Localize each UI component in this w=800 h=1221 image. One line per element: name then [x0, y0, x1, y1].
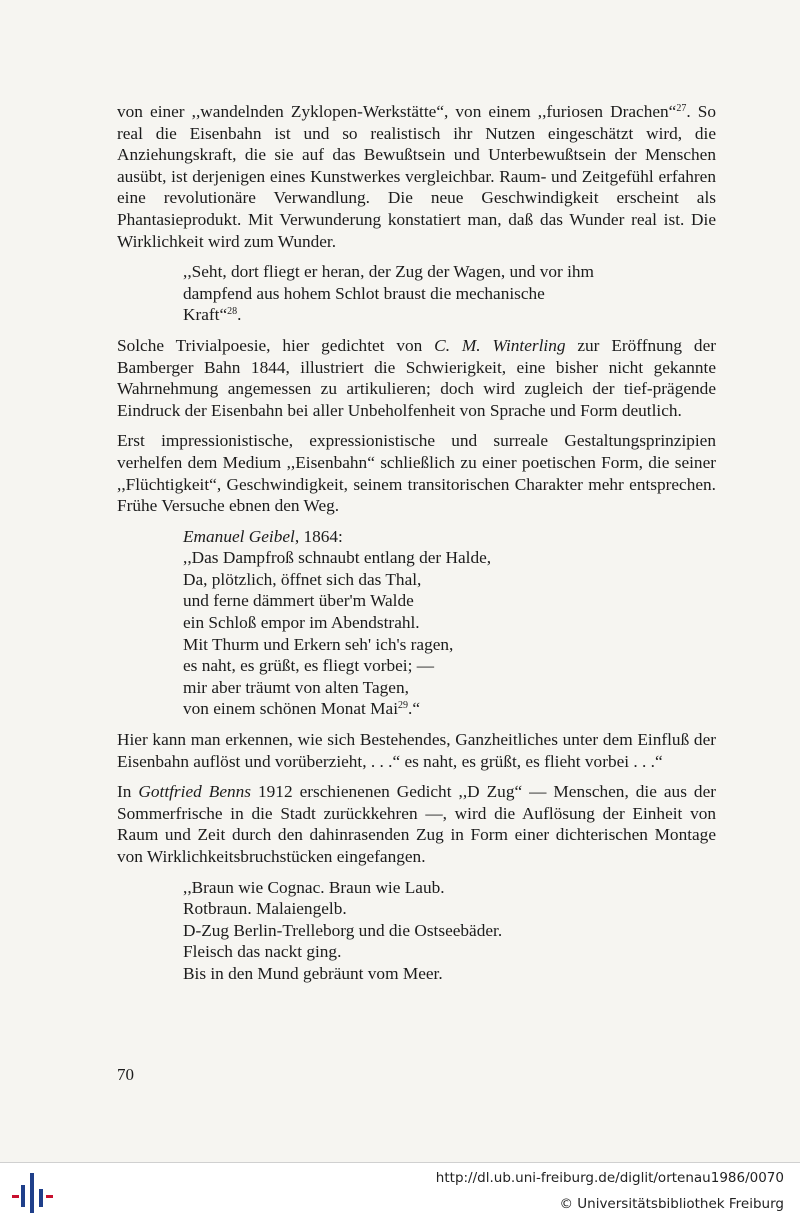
text-run: .“: [408, 699, 421, 719]
verse-line: [183, 590, 716, 612]
text-run: D-Zug Berlin-Trelleborg und die Ostseebäder.: [183, 920, 503, 940]
footnote-ref: 28: [227, 306, 238, 318]
verse-line: [183, 261, 716, 283]
verse-line: [183, 283, 716, 305]
verse-quote-geibel: [183, 526, 716, 720]
text-run: 1912 erschienenen Gedicht ,,D Zug“ — Menschen, die aus der Sommerfrische in die Stadt zurückkehren —, wird die Auflösung der Einheit von Raum und Zeit durch den dahinrasenden Zug in Form einer dichterischen Montage von Wirklichkeitsbruchstücken eingefangen.: [117, 782, 716, 866]
verse-quote-benn: [183, 877, 716, 985]
viewer-footer: [0, 1162, 800, 1221]
verse-line: [183, 547, 716, 569]
text-run: und ferne dämmert über'm Walde: [183, 591, 414, 611]
verse-line: [183, 963, 716, 985]
paragraph: [117, 101, 716, 252]
verse-line: [183, 941, 716, 963]
text-run: es naht, es grüßt, es fliegt vorbei; —: [183, 656, 435, 676]
text-run: zur Eröffnung der Bamberger Bahn 1844, illustriert die Schwierigkeit, eine bisher nicht gekannte Wahrnehmung angemessen zu artikulieren; doch wird zugleich der tief-prägende Eindruck der Eisenbahn bei aller Unbeholfenheit von Sprache und Form deutlich.: [117, 335, 716, 420]
text-run: Rotbraun. Malaiengelb.: [183, 899, 347, 919]
footnote-ref: 27: [676, 103, 687, 114]
verse-line: [183, 569, 716, 591]
text-run: Mit Thurm und Erkern seh' ich's ragen,: [183, 634, 454, 654]
text-run: Bis in den Mund gebräunt vom Meer.: [183, 963, 443, 983]
italic-name: Emanuel Geibel: [183, 526, 295, 546]
text-run: ,,Braun wie Cognac. Braun wie Laub.: [183, 877, 445, 897]
verse-line: [183, 304, 716, 326]
verse-line: [183, 526, 716, 548]
paragraph: [117, 430, 716, 516]
text-run: Fleisch das nackt ging.: [183, 942, 342, 962]
body-text: [117, 101, 716, 985]
text-run: Solche Trivialpoesie, hier gedichtet von: [117, 335, 435, 355]
verse-line: [183, 634, 716, 656]
text-run: . So real die Eisenbahn ist und so realistisch ihr Nutzen eingeschätzt wird, die Anziehungskraft, die sie auf das Bewußtsein und Unterbewußtsein der Menschen ausübt, ist derjenigen eines Kunstwerkes vergleichbar. Raum- und Zeitgefühl erfahren eine revolutionäre Verwandlung. Die neue Geschwindigkeit erscheint als Phantasieprodukt. Mit Verwunderung konstatiert man, daß das Wunder real ist. Die Wirklichkeit wird zum Wunder.: [117, 102, 716, 251]
page-number: 70: [117, 1065, 134, 1084]
verse-line: [183, 677, 716, 699]
italic-name: C. M. Winterling: [434, 335, 566, 355]
text-run: ein Schloß empor im Abendstrahl.: [183, 613, 420, 633]
text-run: von einem schönen Monat Mai: [183, 699, 399, 719]
copyright-notice: © Universitätsbibliothek Freiburg: [559, 1196, 784, 1212]
text-run: mir aber träumt von alten Tagen,: [183, 677, 409, 697]
text-run: , 1864:: [294, 526, 343, 546]
verse-line: [183, 877, 716, 899]
permalink-url[interactable]: http://dl.ub.uni-freiburg.de/diglit/ortenau1986/0070: [435, 1170, 784, 1186]
text-run: ,,Seht, dort fliegt er heran, der Zug der Wagen, und vor ihm: [183, 262, 595, 282]
text-run: Hier kann man erkennen, wie sich Bestehendes, Ganzheitliches unter dem Einfluß der Eisenbahn auflöst und vorüberzieht, . . .“ es naht, es grüßt, es flieht vorbei . . .“: [117, 730, 716, 771]
text-run: Erst impressionistische, expressionistische und surreale Gestaltungsprinzipien verhelfen dem Medium ,,Eisenbahn“ schließlich zu einer poetischen Form, die seiner ,,Flüchtigkeit“, Geschwindigkeit, seinem transitorischen Charakter mehr entsprechen. Frühe Versuche ebnen den Weg.: [117, 431, 716, 516]
verse-line: [183, 920, 716, 942]
text-run: ,,Das Dampfroß schnaubt entlang der Halde,: [183, 548, 492, 568]
paragraph: [117, 729, 716, 772]
text-run: .: [237, 305, 242, 325]
footnote-ref: 29: [398, 700, 409, 712]
text-run: In: [117, 782, 139, 802]
verse-line: [183, 698, 716, 720]
italic-name: Gottfried Benns: [138, 782, 252, 802]
paragraph: [117, 781, 716, 867]
verse-line: [183, 655, 716, 677]
ub-freiburg-logo-icon[interactable]: [12, 1173, 54, 1213]
text-run: Da, plötzlich, öffnet sich das Thal,: [183, 569, 422, 589]
verse-line: [183, 898, 716, 920]
verse-quote-winterling: [183, 261, 716, 326]
text-run: dampfend aus hohem Schlot braust die mechanische: [183, 283, 545, 303]
paragraph: [117, 335, 716, 421]
text-run: von einer ,,wandelnden Zyklopen-Werkstätte“, von einem ,,furiosen Drachen“: [117, 102, 677, 121]
text-run: Kraft“: [183, 305, 228, 325]
verse-line: [183, 612, 716, 634]
